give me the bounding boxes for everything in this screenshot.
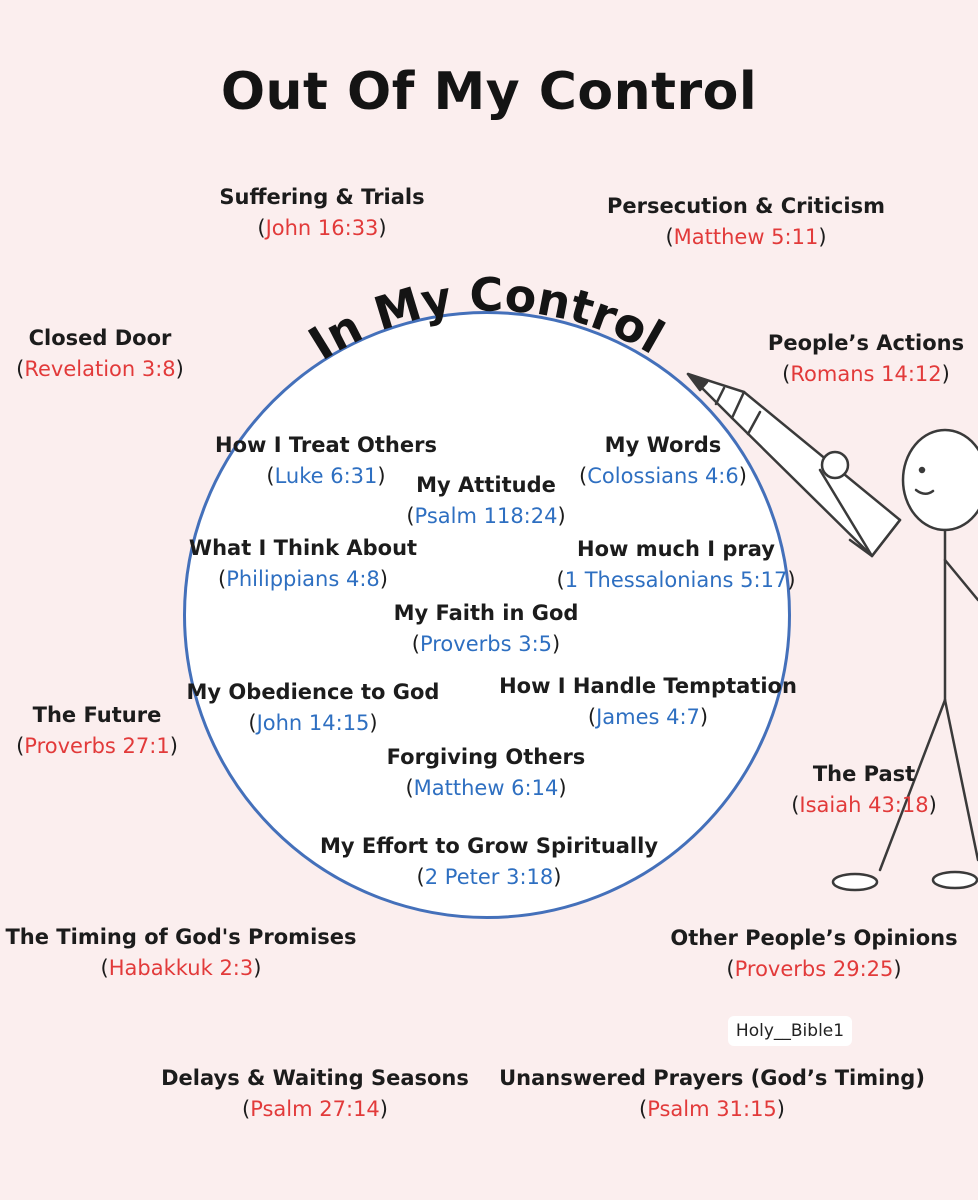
outer-item-verse: (Proverbs 29:25) (726, 957, 902, 981)
outer-item-suffering-trials (219, 182, 424, 244)
inner-item-verse: (2 Peter 3:18) (416, 865, 562, 889)
outer-item-label: The Past (812, 762, 916, 786)
inner-item-how-much-i-pray (556, 534, 795, 596)
outer-item-verse: (Psalm 27:14) (241, 1097, 388, 1121)
inner-item-label: Forgiving Others (386, 745, 586, 769)
inner-item-verse: (Colossians 4:6) (579, 464, 747, 488)
page-title: Out Of My Control (220, 62, 758, 122)
inner-item-verse: (Matthew 6:14) (405, 776, 567, 800)
inner-item-label: How I Treat Others (215, 433, 437, 457)
inner-item-label: My Faith in God (393, 601, 579, 625)
outer-item-verse: (Habakkuk 2:3) (100, 956, 262, 980)
outer-item-verse: (Matthew 5:11) (665, 225, 827, 249)
outer-item-label: The Future (32, 703, 162, 727)
stick-figure-head (903, 430, 978, 530)
inner-item-verse: (1 Thessalonians 5:17) (556, 568, 796, 592)
outer-item-peoples-actions (768, 328, 964, 390)
outer-item-verse: (Romans 14:12) (782, 362, 950, 386)
inner-item-label: How I Handle Temptation (499, 674, 797, 698)
outer-item-the-past (791, 759, 937, 821)
inner-item-label: What I Think About (188, 536, 418, 560)
outer-item-label: Unanswered Prayers (God’s Timing) (499, 1066, 925, 1090)
in-my-control-title-text: In My Control (299, 267, 674, 371)
inner-item-verse: (Proverbs 3:5) (411, 632, 561, 656)
inner-item-label: My Words (604, 433, 722, 457)
inner-item-label: My Obedience to God (186, 680, 440, 704)
inner-item-my-obedience-to-god (187, 677, 440, 739)
outer-item-label: Delays & Waiting Seasons (161, 1066, 469, 1090)
inner-item-my-faith-in-god (394, 598, 579, 660)
outer-item-verse: (Isaiah 43:18) (791, 793, 937, 817)
outer-item-timing-gods-promises (5, 922, 356, 984)
inner-item-my-words (579, 430, 747, 492)
inner-item-how-i-handle-temptation (499, 671, 797, 733)
outer-item-unanswered-prayers (499, 1063, 925, 1125)
inner-item-how-i-treat-others (215, 430, 437, 492)
inner-item-verse: (Luke 6:31) (266, 464, 386, 488)
outer-item-delays-waiting (161, 1063, 469, 1125)
outer-item-persecution-criticism (607, 191, 885, 253)
inner-item-verse: (John 14:15) (248, 711, 378, 735)
outer-item-verse: (Psalm 31:15) (638, 1097, 785, 1121)
inner-item-my-effort-to-grow (320, 831, 658, 893)
inner-item-forgiving-others (387, 742, 586, 804)
inner-item-verse: (James 4:7) (587, 705, 709, 729)
outer-item-verse: (Revelation 3:8) (16, 357, 184, 381)
inner-item-label: How much I pray (577, 537, 775, 561)
outer-item-label: The Timing of God's Promises (5, 925, 357, 949)
outer-item-the-future (16, 700, 178, 762)
outer-item-label: Persecution & Criticism (607, 194, 885, 218)
inner-item-verse: (Philippians 4:8) (218, 567, 388, 591)
inner-item-label: My Effort to Grow Spiritually (319, 834, 659, 858)
outer-item-verse: (Proverbs 27:1) (16, 734, 178, 758)
outer-item-label: Suffering & Trials (219, 185, 425, 209)
outer-item-label: Other People’s Opinions (670, 926, 958, 950)
outer-item-label: Closed Door (28, 326, 172, 350)
inner-item-verse: (Psalm 118:24) (406, 504, 566, 528)
watermark: Holy__Bible1 (728, 1016, 852, 1046)
outer-item-label: People’s Actions (767, 331, 965, 355)
outer-item-verse: (John 16:33) (257, 216, 387, 240)
inner-item-my-attitude (406, 470, 565, 532)
inner-item-what-i-think-about (189, 533, 417, 595)
outer-item-closed-door (16, 323, 184, 385)
outer-item-other-peoples-opinions (670, 923, 957, 985)
inner-item-label: My Attitude (416, 473, 556, 497)
